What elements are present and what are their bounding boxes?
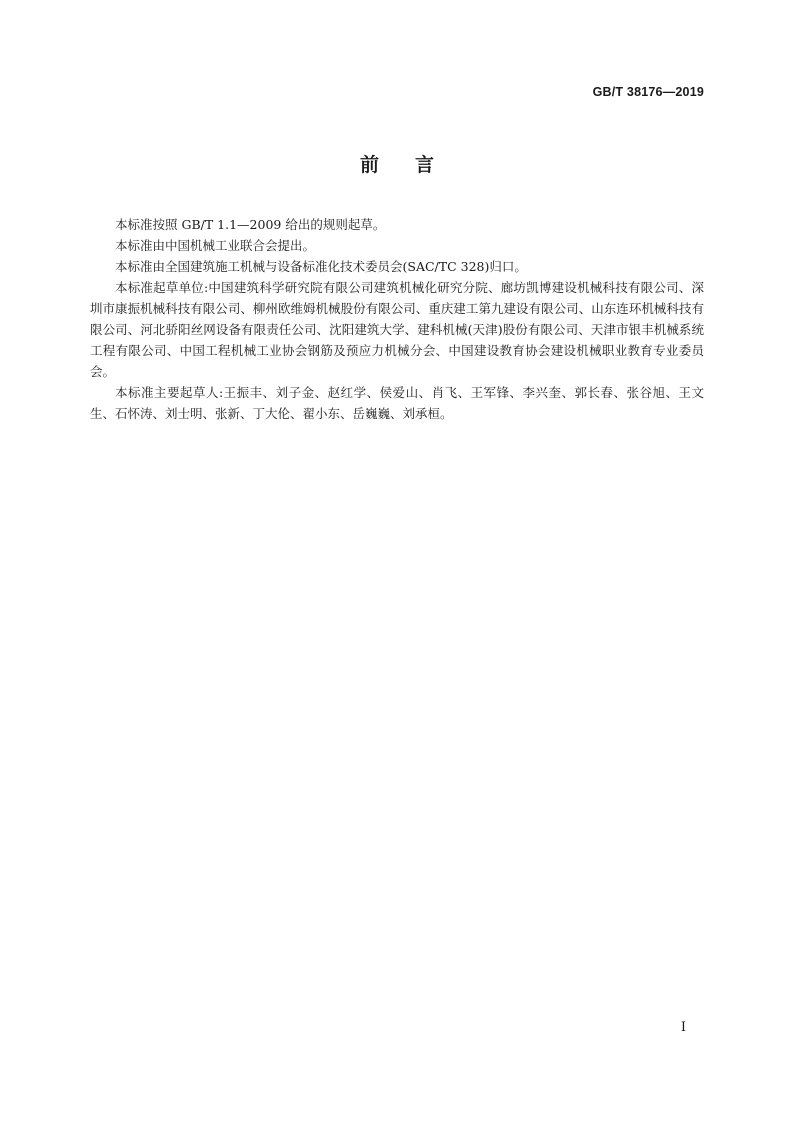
paragraph-committee: 本标准由全国建筑施工机械与设备标准化技术委员会(SAC/TC 328)归口。 bbox=[115, 259, 527, 274]
standard-number: GB/T 38176—2019 bbox=[592, 85, 704, 99]
foreword-body bbox=[90, 214, 704, 424]
paragraph-drafting-units: 本标准起草单位:中国建筑科学研究院有限公司建筑机械化研究分院、廊坊凯博建设机械科技有限公司、深圳市康振机械科技有限公司、柳州欧维姆机械股份有限公司、重庆建工第九建设有限公司、山东连环机械科技有限公司、河北骄阳丝网设备有限责任公司、沈阳建筑大学、建科机械(天津)股份有限公司、天津市银丰机械系统工程有限公司、中国工程机械工业协会钢筋及预应力机械分会、中国建设教育协会建设机械职业教育专业委员会。 bbox=[90, 280, 704, 379]
page-number: I bbox=[680, 1020, 686, 1035]
page-title: 前言 bbox=[359, 154, 470, 176]
paragraph-drafting-rules: 本标准按照 GB/T 1.1—2009 给出的规则起草。 bbox=[115, 217, 386, 232]
paragraph-proposer: 本标准由中国机械工业联合会提出。 bbox=[115, 238, 316, 253]
paragraph-drafters: 本标准主要起草人:王振丰、刘子金、赵红学、侯爱山、肖飞、王军锋、李兴奎、郭长春、张谷旭、王文生、石怀涛、刘士明、张新、丁大伦、翟小东、岳巍巍、刘承桓。 bbox=[90, 385, 704, 421]
